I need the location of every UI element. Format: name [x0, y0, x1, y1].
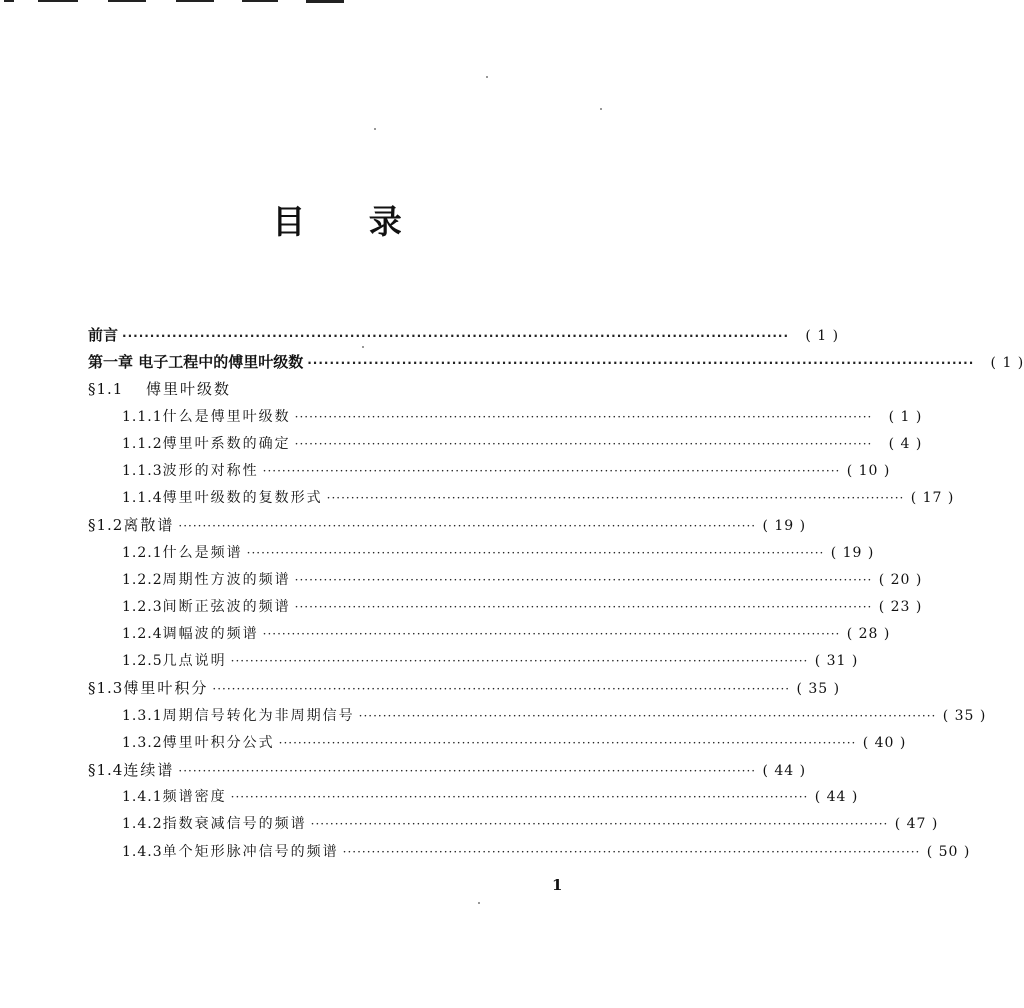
toc-entry: [88, 730, 907, 757]
toc-entry: [88, 458, 891, 485]
toc-dot-leader: ························································································································: [307, 356, 975, 371]
toc-dot-leader: ························································································································: [212, 682, 791, 697]
toc-entry-number: §1.1: [88, 380, 124, 399]
toc-entry-number: 1.4.1: [122, 789, 163, 806]
toc-entry-page: ( 31 ): [814, 653, 859, 670]
toc-entry: [88, 703, 987, 730]
toc-entry-page: ( 23 ): [878, 598, 923, 615]
toc-entry-number: 1.2.5: [122, 653, 163, 670]
toc-entry: [88, 540, 875, 567]
toc-entry-number: §1.2: [88, 516, 124, 535]
toc-entry: [88, 404, 923, 431]
toc-entry-title: 傅里叶系数的确定: [162, 435, 291, 452]
scan-speck: [478, 902, 480, 904]
toc-entry-number: 1.4.2: [122, 816, 163, 833]
toc-entry-page: ( 19 ): [830, 544, 875, 561]
toc-dot-leader: ························································································································: [310, 817, 889, 832]
toc-entry-page: ( 1 ): [805, 328, 840, 344]
toc-entry-page: ( 44 ): [762, 763, 807, 779]
toc-entry-page: ( 17 ): [910, 490, 955, 507]
top-edge-marks: [0, 0, 674, 6]
toc-entry: [88, 811, 939, 838]
toc-entry-title: 第一章 电子工程中的傅里叶级数: [88, 353, 304, 372]
toc-entry-page: ( 35 ): [942, 707, 987, 724]
toc-entry-number: 1.1.4: [122, 490, 163, 507]
toc-entry-number: 1.3.2: [122, 734, 163, 751]
toc-entry-title: 周期信号转化为非周期信号: [162, 707, 355, 724]
toc-dot-leader: ························································································································: [262, 627, 841, 642]
toc-dot-leader: ························································································································: [326, 491, 905, 506]
page-number: 1: [552, 876, 563, 894]
toc-dot-leader: ························································································································: [178, 519, 757, 534]
toc-dot-leader: ························································································································: [294, 436, 873, 451]
toc-entry-page: ( 50 ): [926, 843, 971, 860]
toc-entry: [88, 757, 807, 784]
toc-entry-title: 傅里叶级数: [146, 380, 232, 399]
toc-entry-page: ( 40 ): [862, 734, 907, 751]
table-of-contents: [88, 322, 1024, 866]
toc-entry-title: 前言: [88, 326, 119, 344]
toc-dot-leader: ························································································································: [294, 572, 873, 587]
toc-entry-page: ( 20 ): [878, 571, 923, 588]
toc-dot-leader: ························································································································: [122, 329, 790, 343]
toc-dot-leader: ························································································································: [358, 708, 937, 723]
toc-entry-page: ( 28 ): [846, 626, 891, 643]
toc-dot-leader: ························································································································: [294, 409, 873, 424]
scan-speck: [362, 346, 364, 348]
toc-dot-leader: ························································································································: [278, 735, 857, 750]
toc-dot-leader: ························································································································: [230, 790, 809, 805]
toc-entry-number: 1.3.1: [122, 707, 163, 724]
toc-entry-number: 1.1.1: [122, 408, 163, 425]
toc-entry: [88, 839, 971, 866]
toc-entry: [88, 349, 1024, 376]
toc-dot-leader: ························································································································: [230, 654, 809, 669]
toc-entry: [88, 621, 891, 648]
toc-entry-title: 指数衰减信号的频谱: [162, 816, 307, 833]
toc-entry-title: 调幅波的频谱: [162, 626, 259, 643]
toc-entry-title: 连续谱: [123, 761, 175, 779]
toc-entry-page: ( 47 ): [894, 816, 939, 833]
toc-entry-title: 间断正弦波的频谱: [162, 598, 291, 615]
toc-entry-title: 什么是频谱: [162, 544, 243, 561]
toc-entry: [88, 431, 923, 458]
toc-entry: [88, 567, 923, 594]
toc-entry: [88, 675, 841, 702]
toc-entry-page: ( 44 ): [814, 789, 859, 806]
toc-entry: [88, 648, 859, 675]
toc-entry: [88, 784, 859, 811]
toc-entry: [88, 322, 840, 349]
toc-entry-title: 什么是傅里叶级数: [162, 408, 291, 425]
toc-entry-page: ( 1 ): [888, 408, 923, 425]
toc-entry-title: 傅里叶级数的复数形式: [162, 490, 323, 507]
toc-entry-title: 傅里叶积分: [123, 679, 209, 698]
toc-entry-title: 周期性方波的频谱: [162, 571, 291, 588]
scan-speck: [486, 76, 488, 78]
toc-entry-number: §1.3: [88, 679, 124, 698]
toc-entry: [88, 485, 955, 512]
toc-entry-title: 波形的对称性: [162, 462, 259, 479]
toc-entry-title: 傅里叶积分公式: [162, 734, 275, 751]
toc-dot-leader: ························································································································: [342, 844, 921, 859]
toc-dot-leader: ························································································································: [294, 599, 873, 614]
toc-entry-page: ( 1 ): [990, 355, 1024, 372]
toc-entry-number: 1.2.4: [122, 626, 163, 643]
toc-dot-leader: ························································································································: [178, 764, 757, 778]
toc-entry-title: 离散谱: [123, 516, 175, 535]
toc-entry-title: 单个矩形脉冲信号的频谱: [162, 843, 339, 860]
toc-entry: [88, 376, 590, 403]
toc-entry-number: 1.4.3: [122, 843, 163, 860]
toc-entry-number: §1.4: [88, 761, 124, 779]
page-title: 目 录: [272, 202, 428, 241]
toc-entry-page: ( 4 ): [888, 435, 923, 452]
toc-entry-number: 1.1.2: [122, 435, 163, 452]
toc-entry: [88, 594, 923, 621]
toc-dot-leader: ························································································································: [246, 545, 825, 560]
toc-entry-title: 几点说明: [162, 653, 227, 670]
toc-entry: [88, 512, 807, 539]
toc-entry-number: 1.2.2: [122, 571, 163, 588]
toc-entry-number: 1.2.1: [122, 544, 163, 561]
scan-speck: [600, 108, 602, 110]
scan-speck: [374, 128, 376, 130]
toc-entry-page: ( 19 ): [762, 518, 807, 535]
toc-entry-page: ( 35 ): [796, 681, 841, 698]
toc-entry-title: 频谱密度: [162, 789, 227, 806]
toc-dot-leader: ························································································································: [262, 463, 841, 478]
toc-entry-number: 1.1.3: [122, 462, 163, 479]
toc-entry-page: ( 10 ): [846, 462, 891, 479]
toc-entry-number: 1.2.3: [122, 598, 163, 615]
